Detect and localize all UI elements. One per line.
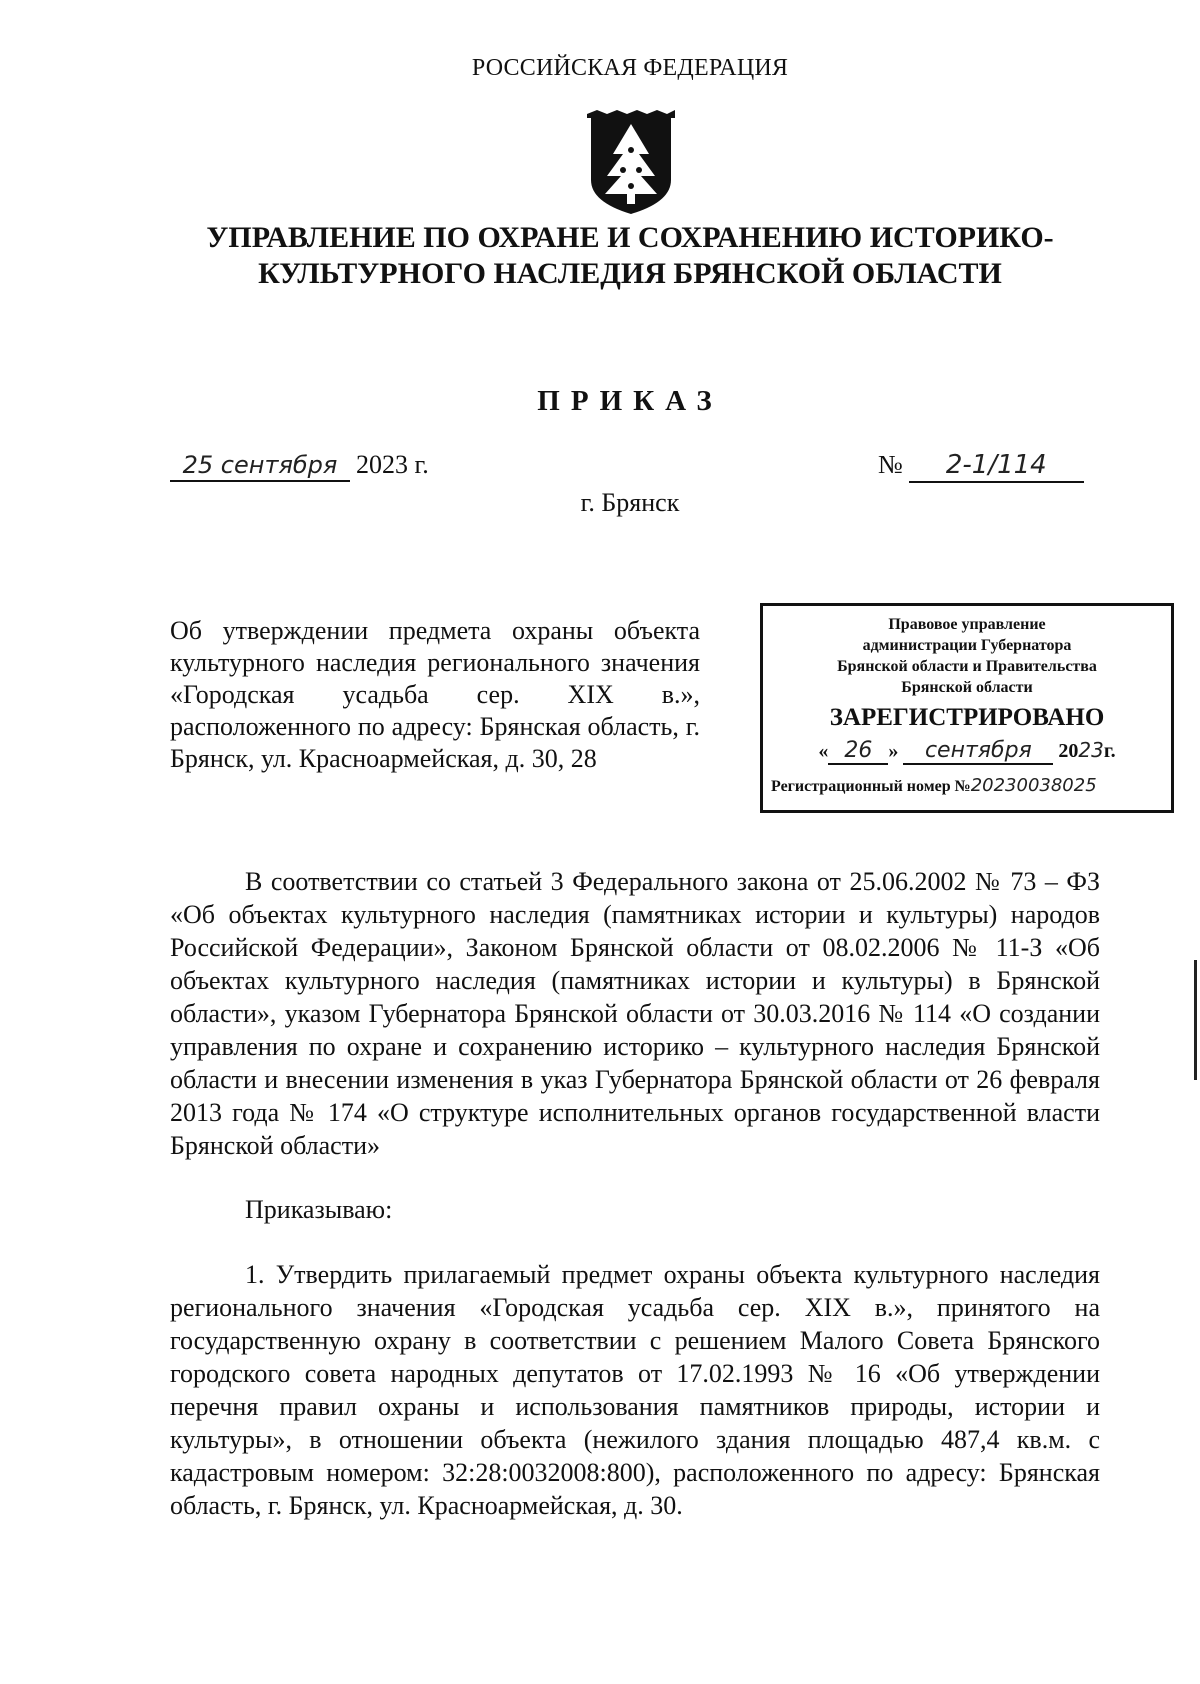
date-handwritten: 25 сентября (170, 451, 350, 482)
body-paragraph-1: В соответствии со статьей 3 Федерального закона от 25.06.2002 № 73 – ФЗ «Об объектах культурного наследия (памятниках истории и культуры) народов Российской Федерации», Законом Брянской области от 08.02.2006 № 11-З «Об объектах культурного наследия (памятниках истории и культуры) в Брянской области», указом Губернатора Брянской области от 30.03.2016 № 114 «О создании управления по охране и сохранению историко – культурного наследия Брянской области и внесении изменения в указ Губернатора Брянской области от 26 февраля 2013 года № 174 «О структуре исполнительных органов государственной власти Брянской области» (170, 867, 1100, 1160)
order-word: Приказываю: (245, 1195, 393, 1224)
stamp-line-3: Брянской области и Правительства (837, 658, 1097, 675)
stamp-day: 26 (828, 738, 888, 765)
stamp-reg-number-label: Регистрационный номер № (771, 778, 971, 795)
document-title: ПРИКАЗ (537, 385, 723, 417)
bryansk-coat-of-arms-icon (583, 110, 679, 218)
stamp-year: 23 (1078, 738, 1104, 762)
organization-line-2: КУЛЬТУРНОГО НАСЛЕДИЯ БРЯНСКОЙ ОБЛАСТИ (258, 257, 1002, 290)
number-handwritten: 2-1/114 (909, 450, 1084, 483)
document-date (170, 450, 429, 482)
stamp-reg-number (763, 775, 1171, 796)
document-subject: Об утверждении предмета охраны объекта культурного наследия регионального значения «Городская усадьба сер. XIX в.», расположенного по адресу: Брянская область, г. Брянск, ул. Красноармейская, д. 30, 28 (170, 616, 700, 773)
stamp-month: сентября (903, 738, 1053, 765)
date-year: 2023 г. (356, 450, 429, 479)
document-number (878, 450, 1084, 483)
stamp-line-2: администрации Губернатора (862, 637, 1072, 654)
scan-edge-mark (1194, 960, 1197, 1080)
number-label: № (878, 450, 903, 479)
stamp-date: « 26 » сентября 2023г. (818, 738, 1116, 763)
country-name: РОССИЙСКАЯ ФЕДЕРАЦИЯ (471, 55, 789, 81)
body-paragraph-2: 1. Утвердить прилагаемый предмет охраны объекта культурного наследия регионального значения «Городская усадьба сер. XIX в.», принятого на государственную охрану в соответствии с решением Малого Совета Брянского городского совета народных депутатов от 17.02.1993 № 16 «Об утверждении перечня правил охраны и использования памятников природы, истории и культуры», в отношении объекта (нежилого здания площадью 487,4 кв.м. с кадастровым номером: 32:28:0032008:800), расположенного по адресу: Брянская область, г. Брянск, ул. Красноармейская, д. 30. (170, 1260, 1100, 1520)
stamp-year-suffix: г. (1103, 740, 1116, 762)
stamp-year-prefix: 20 (1058, 740, 1079, 762)
registration-stamp (760, 603, 1174, 813)
stamp-line-1: Правовое управление (888, 616, 1046, 633)
organization-name (180, 220, 1080, 292)
city: г. Брянск (580, 488, 680, 517)
stamp-reg-number-value: 20230038025 (970, 775, 1097, 796)
stamp-registered: ЗАРЕГИСТРИРОВАНО (829, 704, 1105, 731)
organization-line-1: УПРАВЛЕНИЕ ПО ОХРАНЕ И СОХРАНЕНИЮ ИСТОРИКО- (206, 221, 1054, 254)
stamp-line-4: Брянской области (901, 679, 1033, 696)
